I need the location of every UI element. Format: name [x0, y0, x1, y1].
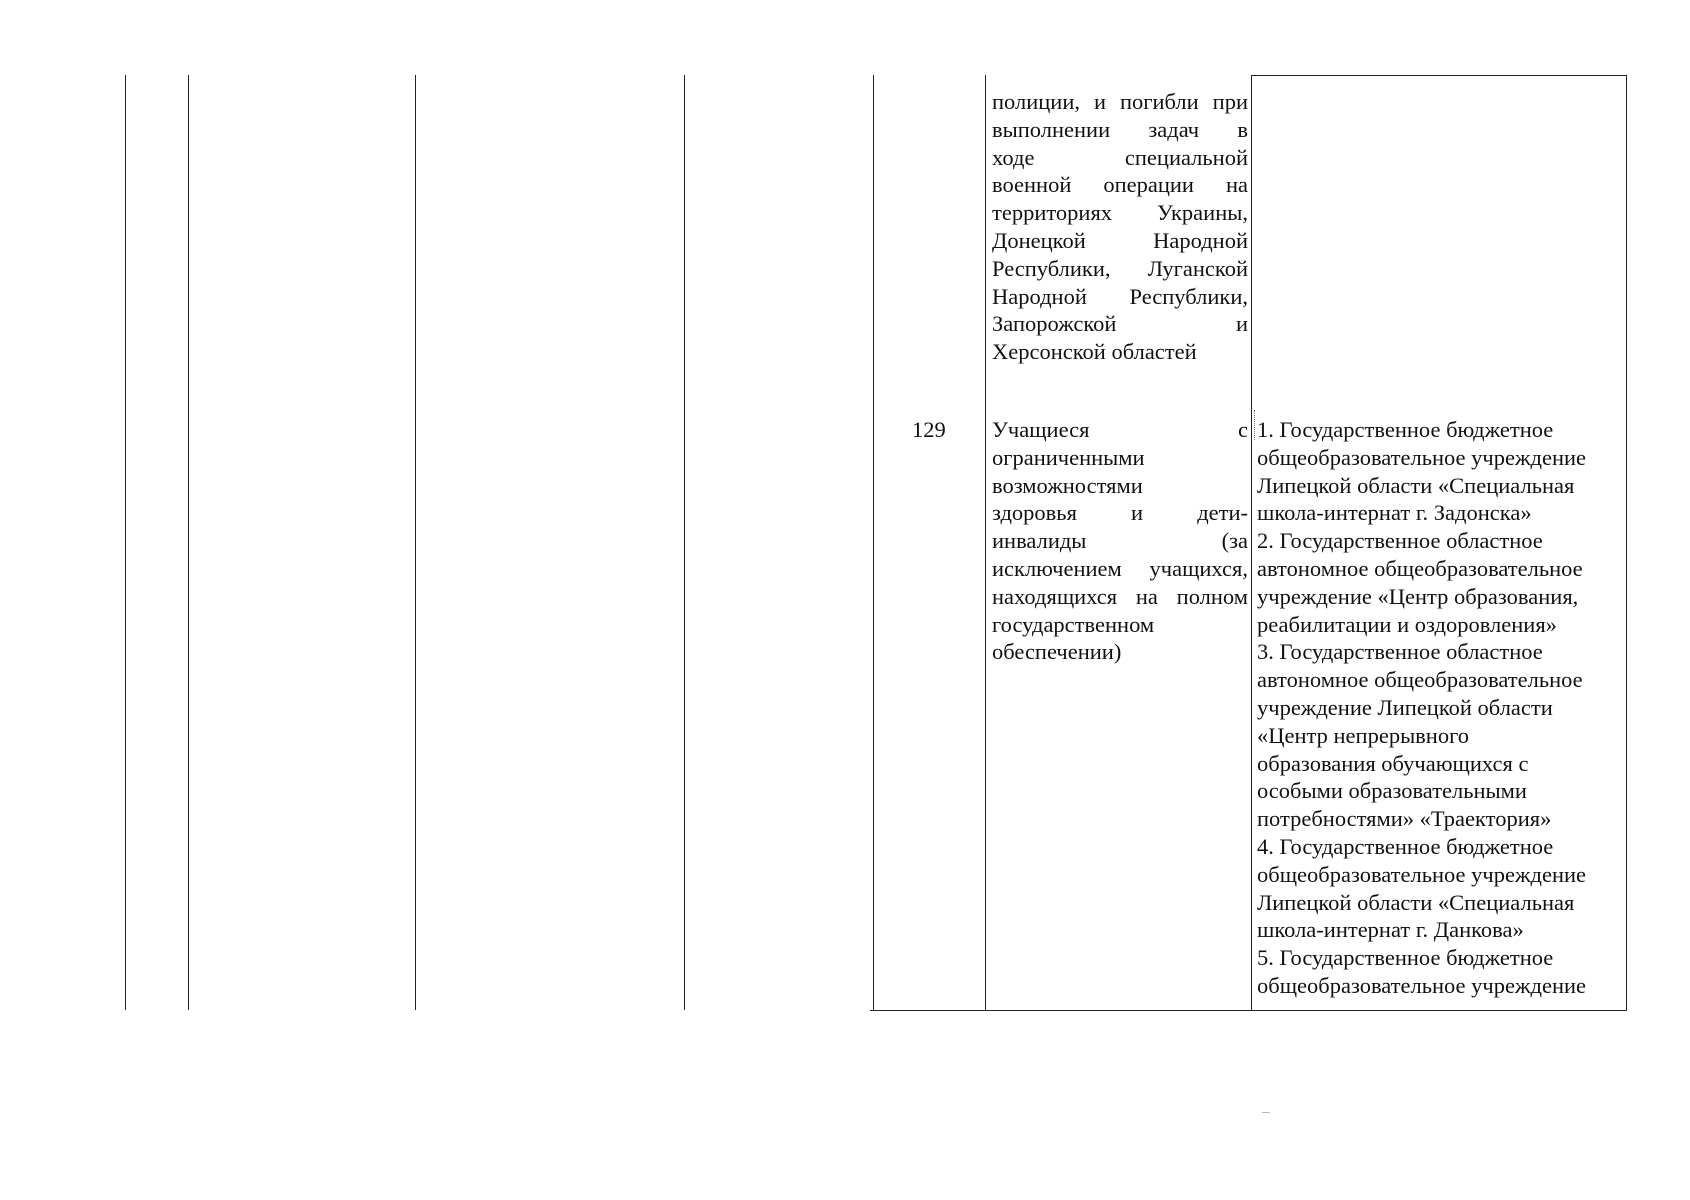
table-row [992, 416, 1248, 666]
text-line: общеобразовательное учреждение [1257, 444, 1587, 470]
column-border-3 [415, 75, 416, 1010]
text-line: территориях Украины, [992, 200, 1248, 226]
text-line: школа-интернат г. Данкова» [1257, 917, 1524, 943]
text-line: 4. Государственное бюджетное [1257, 833, 1554, 859]
text-line: учреждение Липецкой области [1257, 694, 1553, 720]
text-line: общеобразовательное учреждение [1257, 972, 1587, 998]
text-line: школа-интернат г. Задонска» [1257, 500, 1532, 526]
column-border-7 [1251, 75, 1252, 1010]
category-cell [992, 88, 1248, 366]
text-line: выполнении задач в [992, 116, 1248, 142]
column-border-8 [1626, 75, 1627, 1010]
text-line: общеобразовательное учреждение [1257, 861, 1587, 887]
text-line: полиции, и погибли при [992, 89, 1248, 114]
text-line: Липецкой области «Специальная [1257, 889, 1575, 915]
column-border-1 [125, 75, 126, 1010]
text-line: учреждение «Центр образования, [1257, 583, 1579, 609]
text-line: 3. Государственное областное [1257, 639, 1543, 665]
text-line: обеспечении) [992, 639, 1122, 665]
text-line: здоровья и дети- [992, 500, 1248, 526]
category-cell [992, 416, 1248, 666]
text-line: автономное общеобразовательное [1257, 667, 1583, 693]
text-line: Херсонской областей [992, 339, 1197, 365]
text-line: находящихся на полном [992, 583, 1248, 609]
text-line: Народной Республики, [992, 283, 1248, 309]
text-line: ограниченными [992, 444, 1145, 470]
text-line: возможностями [992, 472, 1143, 498]
text-line: исключением учащихся, [992, 555, 1248, 581]
row-divider-dotted [1254, 410, 1255, 440]
text-line: Республики, Луганской [992, 255, 1248, 281]
text-line: «Центр непрерывного [1257, 722, 1470, 748]
column-border-6 [985, 75, 986, 1010]
text-line: образования обучающихся с [1257, 750, 1529, 776]
text-line: реабилитации и оздоровления» [1257, 611, 1557, 637]
text-line: 5. Государственное бюджетное [1257, 945, 1554, 971]
table-bottom-border [870, 1010, 1627, 1011]
text-line: Учащиеся с [992, 417, 1248, 442]
column-border-5 [873, 75, 874, 1010]
text-line: военной операции на [992, 172, 1248, 198]
text-line: Запорожской и [992, 311, 1248, 337]
column-border-2 [188, 75, 189, 1010]
text-line: ходе специальной [992, 144, 1248, 170]
text-line: 1. Государственное бюджетное [1257, 417, 1554, 442]
table-row [992, 88, 1248, 366]
scan-mark [1262, 1112, 1270, 1113]
text-line: особыми образовательными [1257, 778, 1527, 804]
text-line: государственном [992, 611, 1155, 637]
row-number: 129 [912, 417, 946, 442]
column-border-4 [684, 75, 685, 1010]
text-line: потребностями» «Траектория» [1257, 806, 1552, 832]
table-top-border [1251, 75, 1627, 76]
text-line: 2. Государственное областное [1257, 528, 1543, 554]
text-line: Липецкой области «Специальная [1257, 472, 1575, 498]
institution-cell [1257, 416, 1623, 1000]
text-line: инвалиды (за [992, 528, 1248, 554]
institution-list [1257, 416, 1623, 1000]
text-line: автономное общеобразовательное [1257, 555, 1583, 581]
text-line: Донецкой Народной [992, 227, 1248, 253]
